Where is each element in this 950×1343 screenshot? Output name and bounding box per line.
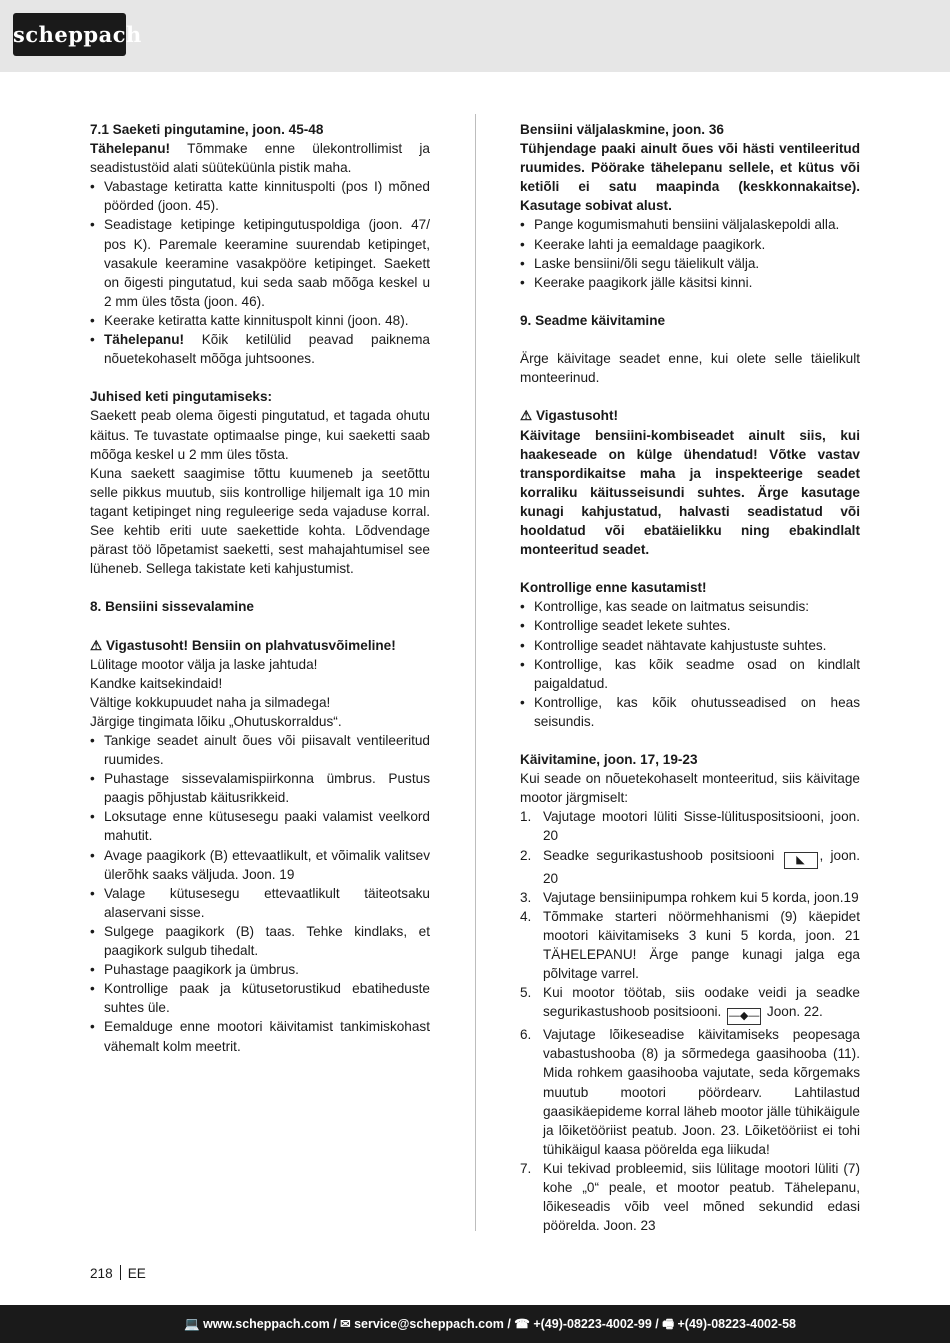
left-column — [90, 120, 430, 1056]
step-text: Seadke segurikastushoob positsiooni — [543, 847, 782, 863]
scheppach-logo: scheppach — [13, 13, 126, 56]
attention-label: Tähelepanu! — [90, 141, 171, 157]
warning-line: Kandke kaitsekindaid! — [90, 675, 223, 691]
list-item: • Avage paagikork (B) ettevaatlikult, et võimalik valitsev ülerõhk saaks väljuda. Joon. 19 — [90, 846, 430, 884]
section-7-1-list — [90, 177, 430, 368]
list-item: • Keerake ketiratta katte kinnituspolt kinni (joon. 48). — [90, 311, 430, 330]
section-8-warning: ⚠ Vigastusoht! Bensiin on plahvatusvõimeline! — [90, 637, 396, 653]
attention-label: Tähelepanu! — [104, 332, 185, 348]
list-item: • Kontrollige seadet nähtavate kahjustuste suhtes. — [520, 636, 860, 655]
list-item: • Kontrollige, kas seade on laitmatus seisundis: — [520, 597, 860, 616]
section-9-warning-text: Käivitage bensiini-kombiseadet ainult siis, kui haakeseade on külge ühendatud! Võtke vastav transpordikaitse maha ja inspekteerige seadet korraliku käitusseisundi suhtes. Ärge kasutage kunagi kahjustatud, halvasti seadistatud või hooldatud või ebatäielikku ning ebakindlalt monteeritud seadet. — [520, 427, 860, 558]
step-number: 5. — [520, 985, 532, 1001]
section-8-title: 8. Bensiini sissevalamine — [90, 599, 254, 615]
chain-guide-paragraph: Saekett peab olema õigesti pingutatud, et tagada ohutu käitus. Te tuvastate optimaalse pinge, kui saeketti saab mõõga keskel u 2 mm üles tõsta. — [90, 408, 430, 462]
list-item: • Keerake paagikork jälle käsitsi kinni. — [520, 273, 860, 292]
step-text: Kui tekivad probleemid, siis lülitage mootori lüliti (7) kohe „0“ peale, et mootor peatub. Tähelepanu, lõikeseadis võib veel mõned sekundid edasi pöörelda. Joon. 23 — [543, 1160, 860, 1234]
header-band — [0, 0, 950, 72]
list-item: • Kontrollige seadet lekete suhtes. — [520, 616, 860, 635]
start-intro: Kui seade on nõuetekohaselt monteeritud, siis käivitage mootor järgmiselt: — [520, 771, 860, 806]
step-number: 7. — [520, 1160, 532, 1176]
step-number: 1. — [520, 809, 532, 825]
list-item: • Laske bensiini/õli segu täielikult välja. — [520, 254, 860, 273]
drain-title: Bensiini väljalaskmine, joon. 36 — [520, 122, 724, 137]
section-9-warning-title: ⚠ Vigastusoht! — [520, 408, 619, 424]
list-item: • Seadistage ketipinge ketipingutuspoldiga (joon. 47/ pos K). Paremale keeramine suurendab ketipinget, vasakule keeramine vasakpööre ketipinget. Saekett on õigesti pingutatud, kui seda saab mõõga keskel u 2 mm üles tõsta (joon. 46). — [90, 215, 430, 310]
step-text: Vajutage mootori lüliti Sisse-lülituspositsiooni, joon. 20 — [543, 809, 860, 844]
step-number: 2. — [520, 847, 532, 863]
list-item: • Vabastage ketiratta katte kinnituspolti (pos I) mõned pöörded (joon. 45). — [90, 177, 430, 215]
right-column — [520, 120, 860, 1235]
page-footer-number — [90, 1265, 146, 1281]
start-steps — [520, 807, 860, 1235]
drain-warning: Tühjendage paaki ainult õues või hästi ventileeritud ruumides. Pöörake tähelepanu sellele, et kütus või ketiõli ei satu maapinda (keskkonnakaitse). Kasutage sobivat alust. — [520, 141, 860, 214]
step-text: Tõmmake starteri nöörmehhanismi (9) käepidet mootori käivitamiseks 3 kuni 5 korda, joon. 21 TÄHELEPANU! Ärge pange kunagi jalga ega põlvitage varrel. — [543, 908, 860, 982]
step-text: , joon. 20 — [543, 847, 860, 886]
list-item: • Sulgege paagikork (B) taas. Tehke kindlaks, et paagikork sulgub tihedalt. — [90, 922, 430, 960]
step-text: Kui mootor töötab, siis oodake veidi ja seadke segurikastushoob positsiooni. — [543, 985, 860, 1020]
warning-line: Lülitage mootor välja ja laske jahtuda! — [90, 656, 318, 672]
list-item: • Pange kogumismahuti bensiini väljalaskepoldi alla. — [520, 215, 860, 234]
step-number: 6. — [520, 1027, 532, 1043]
list-item — [90, 330, 430, 368]
language-code: EE — [127, 1266, 146, 1281]
step-text: Joon. 22. — [763, 1004, 823, 1020]
check-list — [520, 597, 860, 731]
warning-line: Vältige kokkupuudet naha ja silmadega! — [90, 694, 331, 710]
choke-open-icon: —◆— — [727, 1008, 761, 1025]
step-item — [520, 888, 860, 907]
step-item — [520, 846, 860, 888]
step-item — [520, 807, 860, 845]
check-title: Kontrollige enne kasutamist! — [520, 580, 707, 596]
list-item: • Valage kütusesegu ettevaatlikult täiteotsaku alaservani sisse. — [90, 884, 430, 922]
column-divider — [475, 114, 476, 1231]
list-item: • Kontrollige, kas kõik ohutusseadised on heas seisundis. — [520, 693, 860, 731]
attention-text: Kõik ketilülid peavad paiknema nõuetekohaselt mõõga juhtsoones. — [104, 332, 430, 367]
chain-guide-title: Juhised keti pingutamiseks: — [90, 389, 273, 405]
start-title: Käivitamine, joon. 17, 19-23 — [520, 752, 698, 768]
list-item: • Puhastage sissevalamispiirkonna ümbrus. Pustus paagis põhjustab käitusrikkeid. — [90, 769, 430, 807]
list-item: • Puhastage paagikork ja ümbrus. — [90, 960, 430, 979]
step-text: Vajutage bensiinipumpa rohkem kui 5 korda, joon.19 — [543, 889, 859, 905]
step-item — [520, 983, 860, 1025]
section-8-list — [90, 731, 430, 1056]
list-item: • Kontrollige paak ja kütusetorustikud ebatiheduste suhtes üle. — [90, 979, 430, 1017]
section-9-text: Ärge käivitage seadet enne, kui olete selle täielikult monteerinud. — [520, 351, 860, 386]
step-item — [520, 1025, 860, 1159]
step-number: 3. — [520, 889, 532, 905]
step-number: 4. — [520, 908, 532, 924]
list-item: • Eemalduge enne mootori käivitamist tankimiskohast vähemalt kolm meetrit. — [90, 1017, 430, 1055]
choke-closed-icon: ◣ — [784, 852, 818, 869]
step-text: Vajutage lõikeseadise käivitamiseks peopesaga vabastushooba (8) ja sõrmedega gaasihooba (11). Mida rohkem gaasihooba vajutate, seda kõrgemaks muutub mootori pöördearv. Lahtilastud gaasikäepideme korral läheb mootor jälle tühikäigule ja lõiketööriist peatub. Joon. 23. Lõiketööriist ei tohi tühikäigul kaasa pöörelda ega liikuda! — [543, 1027, 860, 1157]
list-item: • Kontrollige, kas kõik seadme osad on kindlalt paigaldatud. — [520, 655, 860, 693]
warning-line: Järgige tingimata lõiku „Ohutuskorraldus“. — [90, 713, 342, 729]
list-item: • Loksutage enne kütusesegu paaki valamist veelkord mahutit. — [90, 807, 430, 845]
step-item — [520, 907, 860, 983]
footer-separator — [120, 1265, 121, 1280]
contact-footer: 💻 www.scheppach.com / ✉ service@scheppach.com / ☎ +(49)-08223-4002-99 / 🖷 +(49)-08223-4002-58 — [0, 1305, 950, 1343]
step-item — [520, 1159, 860, 1235]
chain-guide-paragraph: Kuna saekett saagimise tõttu kuumeneb ja seetõttu selle pikkus muutub, siis kontrollige hiljemalt iga 10 min tagant ketipinget ning reguleerige seda vajaduse korral. See kehtib eriti uute saekettide kohta. Lõdvendage pärast töö lõpetamist saeketti, sest mahajahtumisel see lüheneb. Sellega takistate keti kahjustumist. — [90, 465, 430, 577]
section-7-1-attention — [90, 139, 430, 177]
section-9-title: 9. Seadme käivitamine — [520, 312, 666, 328]
drain-list — [520, 215, 860, 291]
list-item: • Keerake lahti ja eemaldage paagikork. — [520, 235, 860, 254]
attention-text: Tõmmake enne ülekontrollimist ja seadistustöid alati süüteküünla pistik maha. — [90, 141, 430, 176]
page-number: 218 — [90, 1266, 113, 1281]
list-item: • Tankige seadet ainult õues või piisavalt ventileeritud ruumides. — [90, 731, 430, 769]
section-7-1-title: 7.1 Saeketi pingutamine, joon. 45-48 — [90, 122, 324, 137]
